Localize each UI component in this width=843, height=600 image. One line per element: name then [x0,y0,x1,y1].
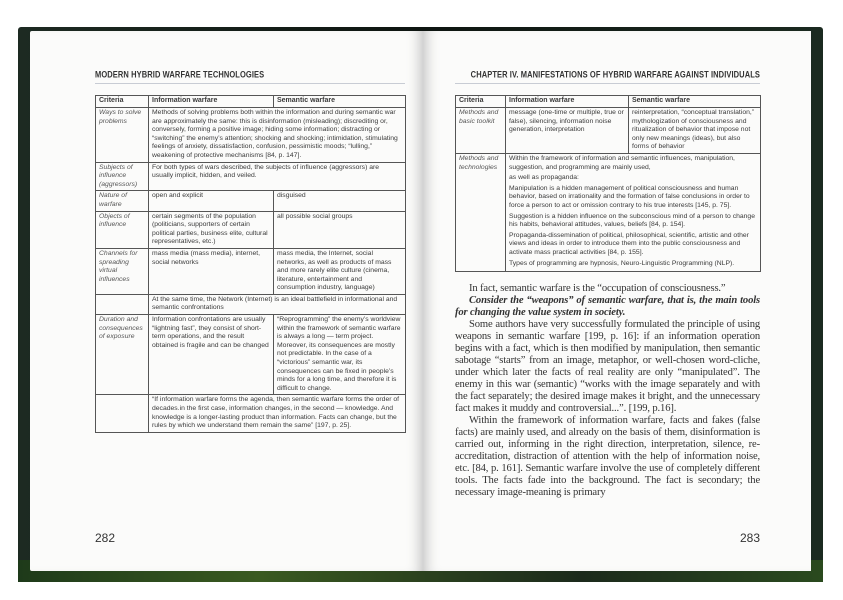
page-number-left: 282 [95,531,116,545]
body-emphasis-paragraph: Consider the “weapons” of semantic warfare, that is, the main tools for changing the value system in society. [455,295,760,319]
methods-cell [506,153,761,271]
criteria-cell: Objects of influence [96,211,149,248]
header-information-warfare: Information warfare [506,96,629,108]
methods-paragraph: Propaganda-dissemination of political, philosophical, scientific, artistic and other views and ideas in order to introduce them into the public consciousness and activate mass practical activities [84, p. 155]. [509,231,749,256]
methods-paragraph: Manipulation is a hidden management of political consciousness and human behavior, based on irrationality and the formation of false conclusions in order to force a person to act or omission contrary to his true interests [145, p. 75]. [509,184,750,209]
criteria-cell: Ways to solve problems [96,108,149,163]
table-row [96,315,406,395]
table-row [96,395,406,432]
table-row [456,108,761,154]
information-cell: certain segments of the population (politicians, supporters of certain political parties, business elite, cultural representatives, etc.) [149,211,274,248]
criteria-cell: Subjects of influence (aggressors) [96,162,149,191]
page-number-right: 283 [739,531,760,545]
table-row [96,162,406,191]
running-head-left: MODERN HYBRID WARFARE TECHNOLOGIES [95,69,265,80]
left-page-content [95,95,405,545]
information-cell: message (one-time or multiple, true or false), silencing, information noise generation, interpretation [506,108,629,154]
methods-paragraph: Types of programming are hypnosis, Neuro-Linguistic Programming (NLP). [509,259,735,267]
running-head-right: CHAPTER IV. MANIFESTATIONS OF HYBRID WARFARE AGAINST INDIVIDUALS [470,69,760,80]
criteria-cell: Methods and basic toolkit [456,108,506,154]
criteria-cell [96,395,149,432]
semantic-cell: mass media, the Internet, social networks, as well as products of mass and more rarely elite culture (cinema, literature, entertainment and consumption industry, language) [274,248,406,294]
criteria-cell [96,294,149,314]
merged-cell: For both types of wars described, the subjects of influence (aggressors) are usually implicit, hidden, and veiled. [149,162,406,191]
header-criteria: Criteria [96,96,149,108]
header-semantic-warfare: Semantic warfare [274,96,406,108]
semantic-cell: all possible social groups [274,211,406,248]
semantic-cell: “Reprogramming” the enemy’s worldview within the framework of semantic warfare is always a long — term project. Moreover, its consequences are mostly not predictable. In the case of a “victorious” semantic war, its consequences can be fixed in people’s minds for a long time, and therefore it is difficult to change. [274,315,406,395]
right-page-content [455,95,760,545]
quote-cell: “If information warfare forms the agenda, then semantic warfare forms the order of decades.in the first case, information changes, in the second — knowledge. And knowledge is a longer-lasting product than information. Facts can change, but the rules by which we understand them remain the same” [197, p. 25]. [149,395,406,432]
methods-paragraph: Suggestion is a hidden influence on the subconscious mind of a person to change his habits, behavioral attitudes, values, beliefs [84, p. 154]. [509,212,755,229]
header-semantic-warfare: Semantic warfare [629,96,761,108]
semantic-cell: disguised [274,191,406,211]
semantic-cell: reinterpretation, “conceptual translation,” mythologization of consciousness and ritualization of behavior that impose not only new meanings (ideas), but also forms of behavior [629,108,761,154]
table-row [96,294,406,314]
body-paragraph: Some authors have very successfully formulated the principle of using weapons in semantic warfare [199, p. 16]: if an information operation begins with a fact, which is then modified by manipulation, then semantic sabotage “starts” from an image, metaphor, or well-chosen word-cliche, under which later the facts of real reality are only “manipulated”. The enemy in this war (semantic) “works with the image separately and with the fact separately; the desired image makes it bright, and the unnecessary fact makes it muddy and controversial...”. [199, p.16]. [455,319,760,415]
comparison-table-right [455,95,761,272]
methods-paragraph: Within the framework of information and semantic influences, manipulation, suggestion, and programming are mainly used, [509,154,735,171]
table-row [96,248,406,294]
criteria-cell: Methods and technologies [456,153,506,271]
table-row [456,153,761,271]
methods-paragraph: as well as propaganda: [509,174,579,182]
criteria-cell: Nature of warfare [96,191,149,211]
criteria-cell: Duration and consequences of exposure [96,315,149,395]
body-text [455,283,760,499]
header-rule-left [95,83,405,84]
information-cell: open and explicit [149,191,274,211]
header-criteria: Criteria [456,96,506,108]
criteria-cell: Channels for spreading virtual influences [96,248,149,294]
information-cell: mass media (mass media), internet, social networks [149,248,274,294]
merged-cell: At the same time, the Network (Internet) is an ideal battlefield in informational and semantic confrontations [149,294,406,314]
merged-cell: Methods of solving problems both within the information and during semantic war are approximately the same: this is disinformation (misleading); discrediting or, conversely, forming a positive image; hiding some information; distracting or “switching” the enemy’s attention; shocking and shocking; intimidation, stimulating feelings of anxiety, dissatisfaction, confusion, pessimistic moods; “lulling,” weakening of protective mechanisms [84, p. 147]. [149,108,406,163]
header-rule-right [455,83,760,84]
table-header-row [456,96,761,108]
information-cell: Information confrontations are usually “lightning fast”, they consist of short-term operations, and the result obtained is fragile and can be changed [149,315,274,395]
body-paragraph: In fact, semantic warfare is the “occupation of consciousness.” [469,283,726,295]
table-row [96,211,406,248]
comparison-table-left [95,95,406,433]
body-paragraph: Within the framework of information warfare, facts and fakes (false facts) are mainly used, and already on the basis of them, disinformation is carried out, informing in the right direction, interpretation, silence, re-accreditation, distraction of attention with the help of information noise, etc. [84, p. 161]. Semantic warfare involve the use of completely different tools. The facts fade into the background. The fact is secondary; the necessary image-meaning is primary [455,415,760,499]
header-information-warfare: Information warfare [149,96,274,108]
table-row [96,108,406,163]
table-header-row [96,96,406,108]
table-row [96,191,406,211]
